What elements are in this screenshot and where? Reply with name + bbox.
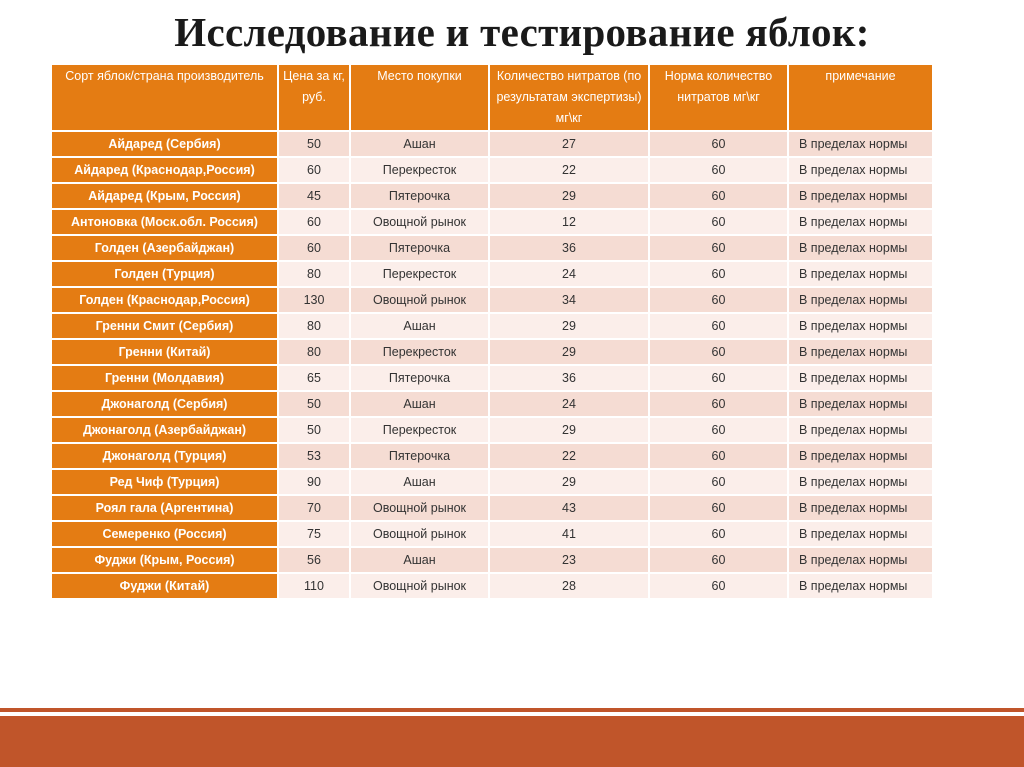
- table-row: [51, 547, 933, 573]
- table-row: [51, 339, 933, 365]
- cell-note: В пределах нормы: [788, 547, 933, 573]
- cell-norm: 60: [649, 209, 788, 235]
- cell-variety: Фуджи (Крым, Россия): [51, 547, 278, 573]
- table-row: [51, 235, 933, 261]
- cell-norm: 60: [649, 417, 788, 443]
- header-price: Цена за кг, руб.: [278, 64, 350, 131]
- table-row: [51, 365, 933, 391]
- table-row: [51, 443, 933, 469]
- cell-variety: Гренни Смит (Сербия): [51, 313, 278, 339]
- cell-nitrates: 29: [489, 469, 649, 495]
- cell-place: Перекресток: [350, 417, 489, 443]
- cell-price: 80: [278, 313, 350, 339]
- cell-place: Пятерочка: [350, 365, 489, 391]
- cell-variety: Айдаред (Крым, Россия): [51, 183, 278, 209]
- cell-note: В пределах нормы: [788, 339, 933, 365]
- cell-price: 130: [278, 287, 350, 313]
- cell-norm: 60: [649, 157, 788, 183]
- header-variety: Сорт яблок/страна производитель: [51, 64, 278, 131]
- cell-norm: 60: [649, 365, 788, 391]
- table-row: [51, 313, 933, 339]
- cell-place: Пятерочка: [350, 183, 489, 209]
- cell-variety: Джонаголд (Азербайджан): [51, 417, 278, 443]
- cell-norm: 60: [649, 495, 788, 521]
- cell-note: В пределах нормы: [788, 573, 933, 599]
- cell-price: 80: [278, 339, 350, 365]
- cell-price: 90: [278, 469, 350, 495]
- cell-variety: Ред Чиф (Турция): [51, 469, 278, 495]
- cell-nitrates: 24: [489, 261, 649, 287]
- cell-place: Ашан: [350, 469, 489, 495]
- cell-place: Овощной рынок: [350, 287, 489, 313]
- cell-place: Ашан: [350, 313, 489, 339]
- cell-price: 50: [278, 417, 350, 443]
- cell-place: Овощной рынок: [350, 573, 489, 599]
- cell-nitrates: 23: [489, 547, 649, 573]
- header-nitrates: Количество нитратов (по результатам экспертизы) мг\кг: [489, 64, 649, 131]
- cell-nitrates: 36: [489, 365, 649, 391]
- cell-norm: 60: [649, 521, 788, 547]
- cell-price: 80: [278, 261, 350, 287]
- table-row: [51, 573, 933, 599]
- cell-norm: 60: [649, 183, 788, 209]
- cell-nitrates: 28: [489, 573, 649, 599]
- cell-norm: 60: [649, 287, 788, 313]
- cell-variety: Семеренко (Россия): [51, 521, 278, 547]
- cell-note: В пределах нормы: [788, 183, 933, 209]
- header-norm: Норма количество нитратов мг\кг: [649, 64, 788, 131]
- cell-norm: 60: [649, 391, 788, 417]
- table-header-row: [51, 64, 933, 131]
- cell-note: В пределах нормы: [788, 469, 933, 495]
- cell-nitrates: 12: [489, 209, 649, 235]
- table-row: [51, 469, 933, 495]
- cell-price: 60: [278, 209, 350, 235]
- table-row: [51, 157, 933, 183]
- cell-price: 60: [278, 235, 350, 261]
- cell-note: В пределах нормы: [788, 131, 933, 157]
- table-row: [51, 521, 933, 547]
- cell-variety: Антоновка (Моск.обл. Россия): [51, 209, 278, 235]
- cell-nitrates: 29: [489, 339, 649, 365]
- slide-title: Исследование и тестирование яблок:: [174, 9, 870, 55]
- cell-price: 56: [278, 547, 350, 573]
- cell-note: В пределах нормы: [788, 521, 933, 547]
- cell-variety: Гренни (Китай): [51, 339, 278, 365]
- cell-price: 50: [278, 391, 350, 417]
- cell-nitrates: 41: [489, 521, 649, 547]
- cell-norm: 60: [649, 547, 788, 573]
- cell-norm: 60: [649, 443, 788, 469]
- footer-stripe: [0, 708, 1024, 712]
- cell-note: В пределах нормы: [788, 365, 933, 391]
- cell-note: В пределах нормы: [788, 235, 933, 261]
- cell-nitrates: 22: [489, 157, 649, 183]
- cell-variety: Джонаголд (Турция): [51, 443, 278, 469]
- cell-nitrates: 29: [489, 417, 649, 443]
- cell-note: В пределах нормы: [788, 157, 933, 183]
- cell-note: В пределах нормы: [788, 391, 933, 417]
- cell-note: В пределах нормы: [788, 417, 933, 443]
- cell-place: Перекресток: [350, 261, 489, 287]
- cell-note: В пределах нормы: [788, 287, 933, 313]
- table-row: [51, 131, 933, 157]
- cell-variety: Роял гала (Аргентина): [51, 495, 278, 521]
- cell-note: В пределах нормы: [788, 209, 933, 235]
- cell-price: 50: [278, 131, 350, 157]
- table-row: [51, 261, 933, 287]
- cell-place: Пятерочка: [350, 235, 489, 261]
- cell-place: Перекресток: [350, 339, 489, 365]
- cell-nitrates: 34: [489, 287, 649, 313]
- cell-variety: Голден (Азербайджан): [51, 235, 278, 261]
- header-note: примечание: [788, 64, 933, 131]
- cell-price: 75: [278, 521, 350, 547]
- cell-nitrates: 43: [489, 495, 649, 521]
- cell-price: 65: [278, 365, 350, 391]
- header-place: Место покупки: [350, 64, 489, 131]
- cell-variety: Гренни (Молдавия): [51, 365, 278, 391]
- table-row: [51, 417, 933, 443]
- cell-place: Ашан: [350, 547, 489, 573]
- cell-price: 53: [278, 443, 350, 469]
- cell-variety: Айдаред (Сербия): [51, 131, 278, 157]
- cell-note: В пределах нормы: [788, 495, 933, 521]
- cell-place: Пятерочка: [350, 443, 489, 469]
- footer-bar: [0, 716, 1024, 767]
- cell-norm: 60: [649, 235, 788, 261]
- cell-norm: 60: [649, 469, 788, 495]
- apple-test-table: [50, 63, 932, 600]
- cell-price: 60: [278, 157, 350, 183]
- cell-nitrates: 22: [489, 443, 649, 469]
- cell-norm: 60: [649, 131, 788, 157]
- cell-norm: 60: [649, 573, 788, 599]
- cell-place: Перекресток: [350, 157, 489, 183]
- cell-price: 45: [278, 183, 350, 209]
- cell-nitrates: 29: [489, 183, 649, 209]
- cell-note: В пределах нормы: [788, 313, 933, 339]
- cell-place: Овощной рынок: [350, 209, 489, 235]
- cell-nitrates: 29: [489, 313, 649, 339]
- table-row: [51, 287, 933, 313]
- cell-place: Ашан: [350, 391, 489, 417]
- cell-place: Овощной рынок: [350, 495, 489, 521]
- cell-variety: Голден (Краснодар,Россия): [51, 287, 278, 313]
- cell-variety: Айдаред (Краснодар,Россия): [51, 157, 278, 183]
- cell-variety: Голден (Турция): [51, 261, 278, 287]
- table-row: [51, 209, 933, 235]
- cell-nitrates: 36: [489, 235, 649, 261]
- cell-price: 110: [278, 573, 350, 599]
- cell-nitrates: 27: [489, 131, 649, 157]
- table-row: [51, 183, 933, 209]
- cell-place: Овощной рынок: [350, 521, 489, 547]
- cell-place: Ашан: [350, 131, 489, 157]
- table-row: [51, 495, 933, 521]
- cell-nitrates: 24: [489, 391, 649, 417]
- cell-price: 70: [278, 495, 350, 521]
- cell-norm: 60: [649, 339, 788, 365]
- cell-note: В пределах нормы: [788, 261, 933, 287]
- cell-variety: Фуджи (Китай): [51, 573, 278, 599]
- cell-norm: 60: [649, 261, 788, 287]
- cell-norm: 60: [649, 313, 788, 339]
- cell-note: В пределах нормы: [788, 443, 933, 469]
- table-row: [51, 391, 933, 417]
- cell-variety: Джонаголд (Сербия): [51, 391, 278, 417]
